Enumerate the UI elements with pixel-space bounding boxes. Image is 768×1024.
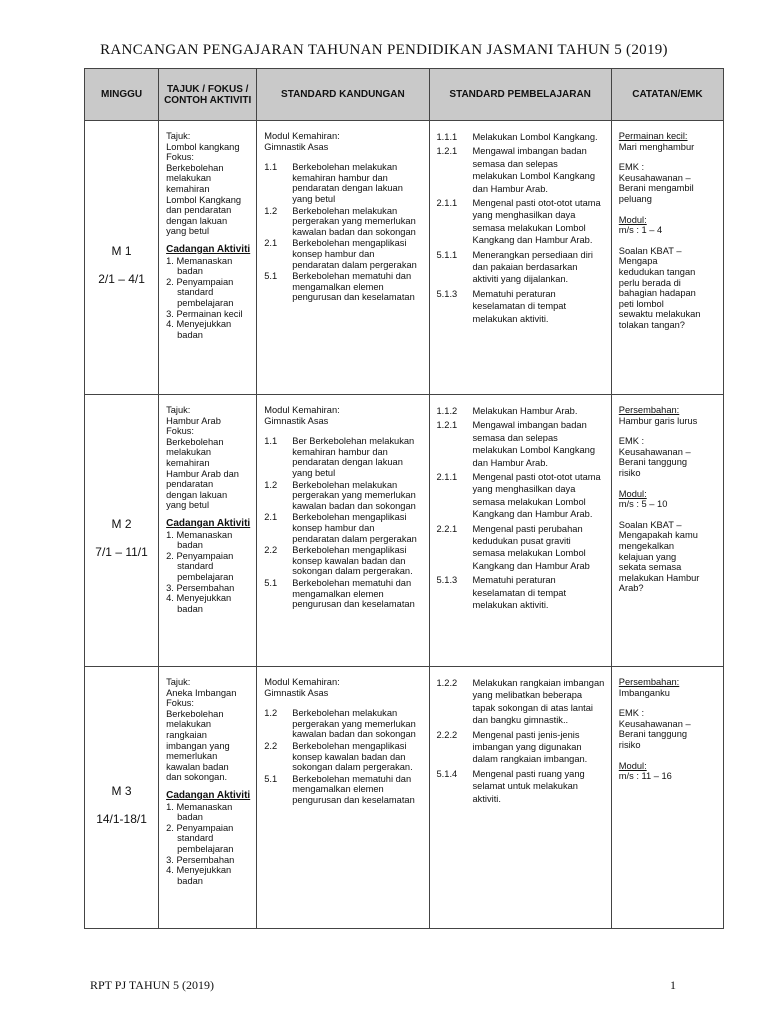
header-standard-pembelajaran: STANDARD PEMBELAJARAN — [429, 69, 611, 121]
table-row — [85, 121, 724, 395]
modul-label: Modul: — [618, 760, 647, 771]
minggu-cell — [85, 667, 159, 929]
table-row — [85, 667, 724, 929]
page-number: 1 — [670, 978, 676, 992]
tajuk-cell — [159, 121, 257, 395]
tajuk-cell — [159, 395, 257, 667]
document-title: RANCANGAN PENGAJARAN TAHUNAN PENDIDIKAN JASMANI TAHUN 5 (2019) — [100, 42, 668, 58]
sp-number: 5.1.1 — [436, 249, 458, 260]
cadangan-item: 1. Memanaskan badan — [166, 255, 233, 277]
header-catatan: CATATAN/EMK — [611, 69, 723, 121]
cadangan-item: 1. Memanaskan badan — [166, 801, 233, 823]
sk-text: Berkebolehan mengaplikasi konsep hambur dan pendaratan dalam pergerakan — [292, 512, 417, 544]
cadangan-item: 2. Penyampaian standard pembelajaran — [166, 822, 234, 854]
modul-heading: Modul Kemahiran: Gimnastik Asas — [264, 677, 340, 698]
sk-item — [264, 271, 422, 303]
sk-item — [264, 512, 422, 544]
catatan-cell — [611, 667, 723, 929]
sk-text: Berkebolehan melakukan kemahiran hambur dan pendaratan dengan lakuan yang betul — [292, 162, 403, 204]
sk-text: Berkebolehan mematuhi dan mengamalkan elemen pengurusan dan keselamatan — [292, 271, 415, 303]
sk-item — [264, 578, 422, 610]
sp-text: Mengenal pasti perubahan kedudukan pusat graviti semasa melakukan Lombol Kangkang dan Hambur Arab — [472, 523, 590, 571]
kbat-question: Soalan KBAT – Mengapa kedudukan tangan perlu berada di bahagian hadapan peti lombol sewaktu melakukan tolakan tangan? — [618, 245, 701, 330]
sk-number: 1.2 — [264, 479, 278, 490]
cadangan-item: 2. Penyampaian standard pembelajaran — [166, 276, 234, 308]
sp-text: Mengenal pasti jenis-jenis imbangan yang digunakan dalam rangkaian imbangan. — [472, 729, 588, 765]
sp-text: Mengawal imbangan badan semasa dan selepas melakukan Lombol Kangkang dan Hambur Arab. — [472, 420, 596, 468]
catatan-heading: Persembahan: — [618, 405, 680, 415]
sk-number: 5.1 — [264, 773, 278, 784]
cadangan-heading: Cadangan Aktiviti — [166, 517, 251, 529]
standard-kandungan-cell — [257, 121, 429, 395]
sk-item — [264, 545, 422, 577]
kbat-question: Soalan KBAT – Mengapakah kamu mengekalkan kelajuan yang sekata semasa melakukan Hambur Arab? — [618, 519, 700, 594]
modul-label: Modul: — [618, 488, 647, 499]
sk-text: Berkebolehan mengaplikasi konsep kawalan badan dan sokongan dalam pergerakan. — [292, 545, 413, 577]
emk-text: EMK : Keusahawanan – Berani tanggung risiko — [618, 708, 691, 750]
standard-kandungan-cell — [257, 395, 429, 667]
week-dates: 2/1 – 4/1 — [98, 271, 145, 286]
sp-item — [437, 249, 605, 286]
sp-text: Melakukan rangkaian imbangan yang melibatkan beberapa tapak sokongan di atas lantai dan bangku gimnastik.. — [472, 678, 605, 726]
sp-item — [437, 405, 605, 417]
sp-number: 1.2.1 — [436, 146, 458, 157]
sp-number: 2.2.2 — [436, 729, 458, 740]
modul-label: Modul: — [618, 214, 647, 225]
emk-text: EMK : Keusahawanan – Berani tanggung risiko — [618, 436, 691, 478]
tajuk-fokus-text: Tajuk: Hambur Arab Fokus: Berkebolehan melakukan kemahiran Hambur Arab dan pendaratan dengan lakuan yang betul — [166, 405, 239, 511]
cadangan-list — [166, 802, 250, 887]
sk-text: Berkebolehan melakukan pergerakan yang memerlukan kawalan badan dan sokongan — [292, 708, 416, 740]
tajuk-cell — [159, 667, 257, 929]
standard-pembelajaran-cell — [429, 395, 611, 667]
sp-text: Mengawal imbangan badan semasa dan selepas melakukan Lombol Kangkang dan Hambur Arab. — [472, 146, 596, 194]
sp-number: 1.1.1 — [436, 132, 458, 142]
sp-number: 5.1.4 — [436, 768, 458, 779]
cadangan-list — [166, 256, 250, 341]
sk-number: 2.1 — [264, 238, 278, 249]
sp-number: 1.2.1 — [436, 420, 458, 431]
cadangan-item: 3. Persembahan — [166, 582, 235, 593]
sk-item — [264, 774, 422, 806]
footer-doc-label: RPT PJ TAHUN 5 (2019) — [90, 978, 214, 992]
sk-number: 5.1 — [264, 577, 278, 588]
sp-text: Melakukan Hambur Arab. — [472, 406, 578, 416]
sk-number: 1.2 — [264, 205, 278, 216]
sp-item — [437, 145, 605, 195]
sk-item — [264, 238, 422, 270]
week-dates: 14/1-18/1 — [96, 811, 147, 826]
modul-pages: m/s : 11 – 16 — [618, 771, 672, 782]
sp-item — [437, 677, 605, 727]
modul-pages: m/s : 1 – 4 — [618, 225, 663, 236]
sp-number: 5.1.3 — [436, 575, 458, 586]
minggu-cell — [85, 395, 159, 667]
sp-item — [437, 729, 605, 766]
sp-text: Melakukan Lombol Kangkang. — [472, 132, 598, 142]
cadangan-heading: Cadangan Aktiviti — [166, 243, 251, 255]
sp-item — [437, 419, 605, 469]
cadangan-heading: Cadangan Aktiviti — [166, 789, 251, 801]
sp-text: Mengenal pasti otot-otot utama yang menghasilkan daya semasa melakukan Lombol Kangkang dan Hambur Arab. — [472, 198, 601, 246]
sp-number: 1.1.2 — [436, 406, 458, 416]
cadangan-item: 4. Menyejukkan badan — [166, 865, 232, 886]
sk-item — [264, 162, 422, 204]
cadangan-item: 2. Penyampaian standard pembelajaran — [166, 550, 234, 582]
table-row — [85, 395, 724, 667]
sk-number: 5.1 — [264, 271, 278, 282]
sk-item — [264, 206, 422, 238]
catatan-activity: Imbanganku — [618, 687, 670, 698]
cadangan-item: 3. Persembahan — [166, 854, 235, 865]
catatan-cell — [611, 395, 723, 667]
header-standard-kandungan: STANDARD KANDUNGAN — [257, 69, 429, 121]
sp-text: Mematuhi peraturan keselamatan di tempat melakukan aktiviti. — [472, 288, 567, 324]
cadangan-item: 1. Memanaskan badan — [166, 529, 233, 551]
sk-number: 2.1 — [264, 512, 278, 523]
sk-text: Berkebolehan mematuhi dan mengamalkan elemen pengurusan dan keselamatan — [292, 577, 415, 610]
sk-number: 2.2 — [264, 545, 278, 556]
cadangan-item: 4. Menyejukkan badan — [166, 319, 232, 340]
sp-text: Mengenal pasti otot-otot utama yang menghasilkan daya semasa melakukan Lombol Kangkang dan Hambur Arab. — [472, 472, 601, 520]
sp-number: 2.1.1 — [436, 472, 458, 483]
sp-number: 1.2.2 — [436, 678, 458, 688]
minggu-cell — [85, 121, 159, 395]
cadangan-item: 4. Menyejukkan badan — [166, 593, 232, 614]
standard-pembelajaran-cell — [429, 667, 611, 929]
sk-item — [264, 741, 422, 773]
catatan-heading: Persembahan: — [618, 677, 680, 687]
sp-item — [437, 197, 605, 247]
emk-text: EMK : Keusahawanan – Berani mengambil peluang — [618, 162, 694, 204]
catatan-activity: Hambur garis lurus — [618, 415, 698, 426]
modul-heading: Modul Kemahiran: Gimnastik Asas — [264, 405, 340, 426]
modul-heading: Modul Kemahiran: Gimnastik Asas — [264, 131, 340, 152]
cadangan-item: 3. Permainan kecil — [166, 308, 243, 319]
standard-kandungan-cell — [257, 667, 429, 929]
cadangan-list — [166, 530, 250, 615]
standard-pembelajaran-cell — [429, 121, 611, 395]
sk-number: 1.2 — [264, 708, 278, 719]
sk-text: Berkebolehan mengaplikasi konsep hambur dan pendaratan dalam pergerakan — [292, 238, 417, 270]
sk-number: 1.1 — [264, 436, 278, 447]
sp-number: 5.1.3 — [436, 288, 458, 299]
catatan-activity: Mari menghambur — [618, 141, 695, 152]
sp-item — [437, 574, 605, 611]
sk-text: Berkebolehan mematuhi dan mengamalkan elemen pengurusan dan keselamatan — [292, 773, 415, 805]
week-label: M 3 — [111, 783, 132, 798]
sp-item — [437, 131, 605, 143]
sk-number: 1.1 — [264, 162, 278, 173]
sp-item — [437, 768, 605, 805]
sp-item — [437, 288, 605, 325]
catatan-heading: Permainan kecil: — [618, 131, 688, 141]
sp-item — [437, 471, 605, 521]
header-tajuk: TAJUK / FOKUS / CONTOH AKTIVITI — [159, 69, 257, 121]
sk-text: Berkebolehan melakukan pergerakan yang memerlukan kawalan badan dan sokongan — [292, 205, 416, 237]
rpt-table — [84, 68, 724, 929]
sk-number: 2.2 — [264, 740, 278, 751]
tajuk-fokus-text: Tajuk: Aneka Imbangan Fokus: Berkebolehan melakukan rangkaian imbangan yang memerlukan kawalan badan dan sokongan. — [166, 677, 237, 783]
header-minggu: MINGGU — [85, 69, 159, 121]
sk-text: Ber Berkebolehan melakukan kemahiran hambur dan pendaratan dengan lakuan yang betul — [292, 436, 415, 478]
sk-text: Berkebolehan mengaplikasi konsep kawalan badan dan sokongan dalam pergerakan. — [292, 740, 413, 773]
week-label: M 1 — [111, 243, 132, 258]
sp-text: Mematuhi peraturan keselamatan di tempat melakukan aktiviti. — [472, 575, 567, 611]
sk-item — [264, 708, 422, 740]
tajuk-fokus-text: Tajuk: Lombol kangkang Fokus: Berkebolehan melakukan kemahiran Lombol Kangkang dan pendaratan dengan lakuan yang betul — [166, 131, 242, 237]
sp-item — [437, 523, 605, 573]
sk-item — [264, 480, 422, 512]
sp-number: 2.2.1 — [436, 523, 458, 534]
table-header-row — [85, 69, 724, 121]
week-label: M 2 — [111, 516, 132, 531]
modul-pages: m/s : 5 – 10 — [618, 499, 668, 510]
sk-item — [264, 436, 422, 478]
sp-text: Mengenal pasti ruang yang selamat untuk melakukan aktiviti. — [472, 768, 585, 804]
sp-number: 2.1.1 — [436, 198, 458, 209]
sk-text: Berkebolehan melakukan pergerakan yang memerlukan kawalan badan dan sokongan — [292, 479, 416, 511]
sp-text: Menerangkan persediaan diri dan pakaian berdasarkan aktiviti yang dijalankan. — [472, 249, 593, 285]
catatan-cell — [611, 121, 723, 395]
week-dates: 7/1 – 11/1 — [95, 544, 148, 559]
